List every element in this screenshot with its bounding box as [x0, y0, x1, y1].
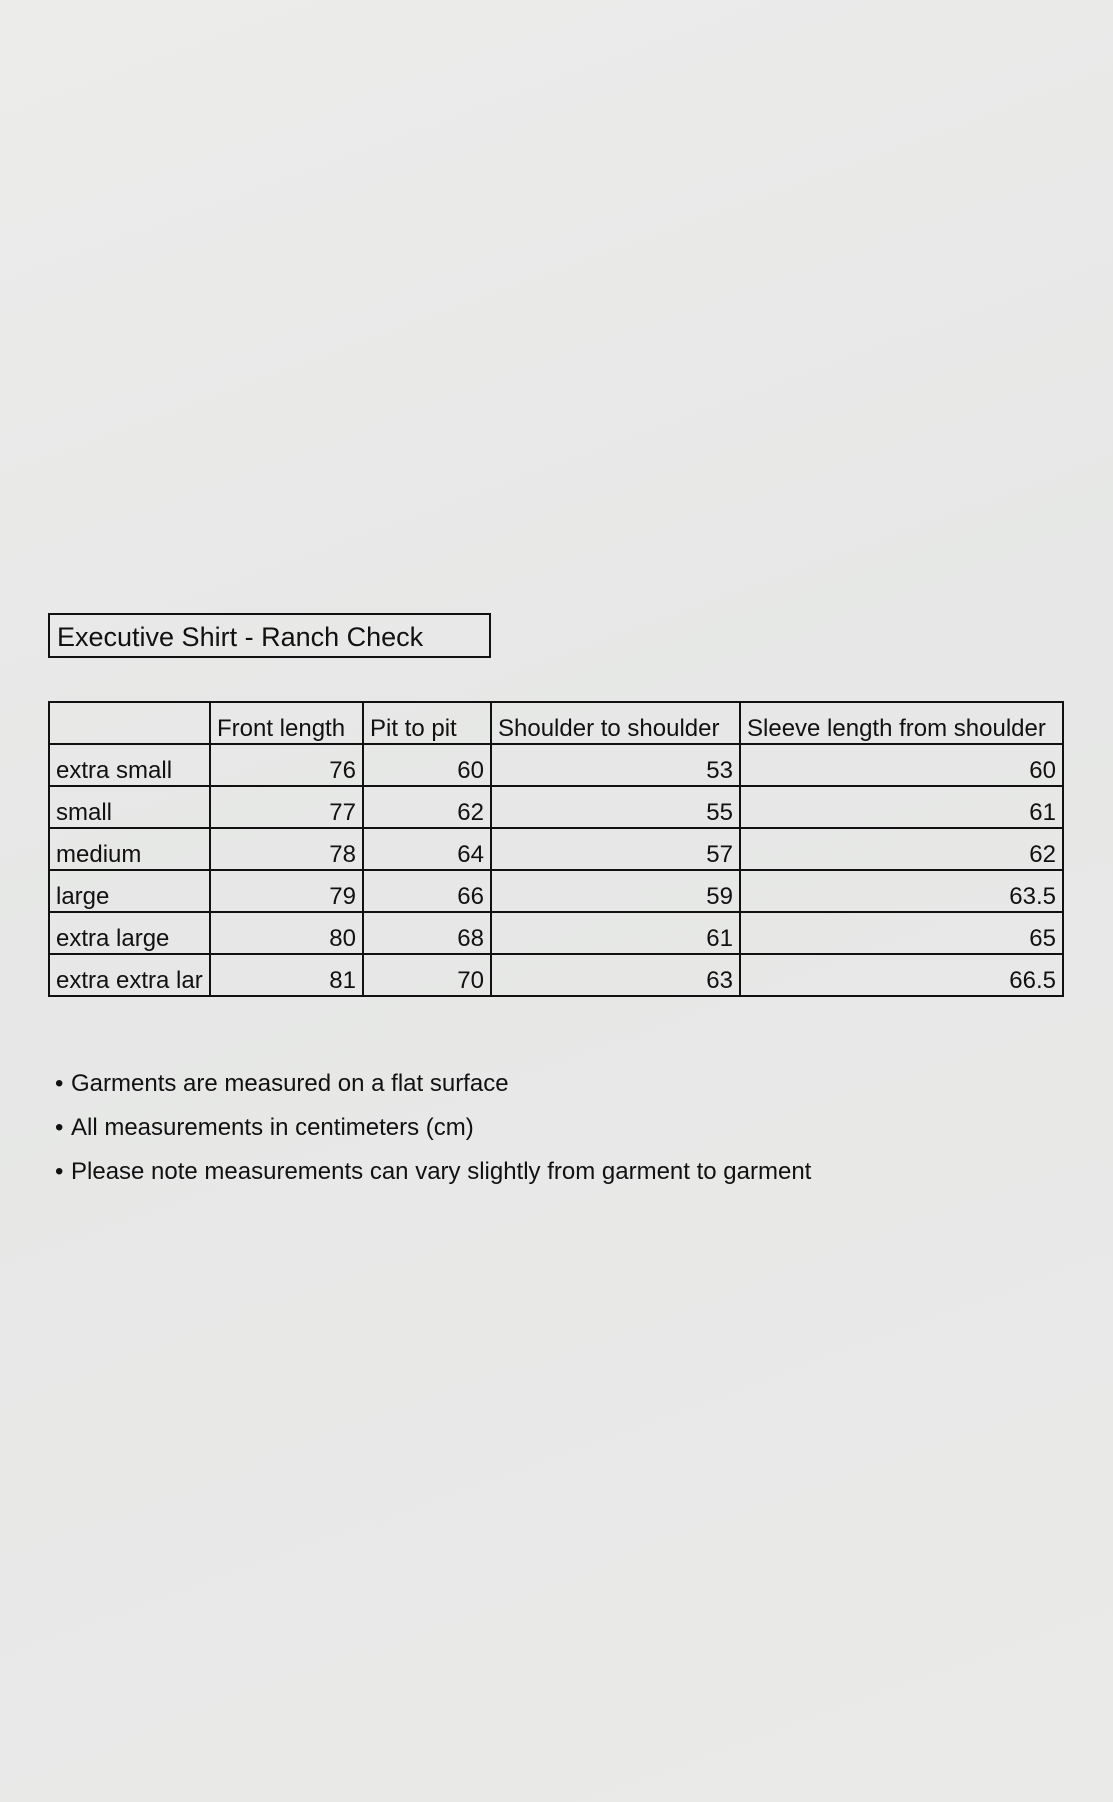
sleeve-length-value: 63.5 [740, 870, 1063, 912]
size-label: small [49, 786, 210, 828]
header-row [49, 702, 1063, 744]
shoulder-to-shoulder-value: 55 [491, 786, 740, 828]
front-length-value: 77 [210, 786, 363, 828]
table-row [49, 828, 1063, 870]
bullet-marker: • [55, 1070, 64, 1097]
bullet-marker: • [55, 1158, 64, 1185]
header-front-length: Front length [210, 702, 363, 744]
front-length-value: 80 [210, 912, 363, 954]
table-row [49, 954, 1063, 996]
size-label: extra small [49, 744, 210, 786]
sleeve-length-value: 60 [740, 744, 1063, 786]
list-item [55, 1064, 811, 1108]
table-row [49, 744, 1063, 786]
pit-to-pit-value: 66 [363, 870, 491, 912]
note-text: Please note measurements can vary slightly from garment to garment [71, 1158, 812, 1185]
size-label: large [49, 870, 210, 912]
table-row [49, 912, 1063, 954]
header-sleeve-length: Sleeve length from shoulder [740, 702, 1063, 744]
sleeve-length-value: 65 [740, 912, 1063, 954]
list-item [55, 1108, 811, 1152]
size-label: extra large [49, 912, 210, 954]
pit-to-pit-value: 64 [363, 828, 491, 870]
size-label: extra extra lar [49, 954, 210, 996]
header-pit-to-pit: Pit to pit [363, 702, 491, 744]
front-length-value: 78 [210, 828, 363, 870]
pit-to-pit-value: 62 [363, 786, 491, 828]
note-text: All measurements in centimeters (cm) [71, 1114, 474, 1141]
header-shoulder-to-shoulder: Shoulder to shoulder [491, 702, 740, 744]
table-row [49, 870, 1063, 912]
measurement-notes [55, 1064, 811, 1196]
pit-to-pit-value: 60 [363, 744, 491, 786]
table-title: Executive Shirt - Ranch Check [48, 613, 491, 658]
header-corner-cell [49, 702, 210, 744]
size-label: medium [49, 828, 210, 870]
size-chart-table [48, 701, 1064, 997]
sleeve-length-value: 61 [740, 786, 1063, 828]
table-row [49, 786, 1063, 828]
shoulder-to-shoulder-value: 61 [491, 912, 740, 954]
front-length-value: 81 [210, 954, 363, 996]
note-text: Garments are measured on a flat surface [71, 1070, 509, 1097]
pit-to-pit-value: 70 [363, 954, 491, 996]
bullet-marker: • [55, 1114, 64, 1141]
list-item [55, 1152, 811, 1196]
sleeve-length-value: 62 [740, 828, 1063, 870]
shoulder-to-shoulder-value: 57 [491, 828, 740, 870]
front-length-value: 79 [210, 870, 363, 912]
sleeve-length-value: 66.5 [740, 954, 1063, 996]
shoulder-to-shoulder-value: 59 [491, 870, 740, 912]
pit-to-pit-value: 68 [363, 912, 491, 954]
shoulder-to-shoulder-value: 63 [491, 954, 740, 996]
shoulder-to-shoulder-value: 53 [491, 744, 740, 786]
front-length-value: 76 [210, 744, 363, 786]
